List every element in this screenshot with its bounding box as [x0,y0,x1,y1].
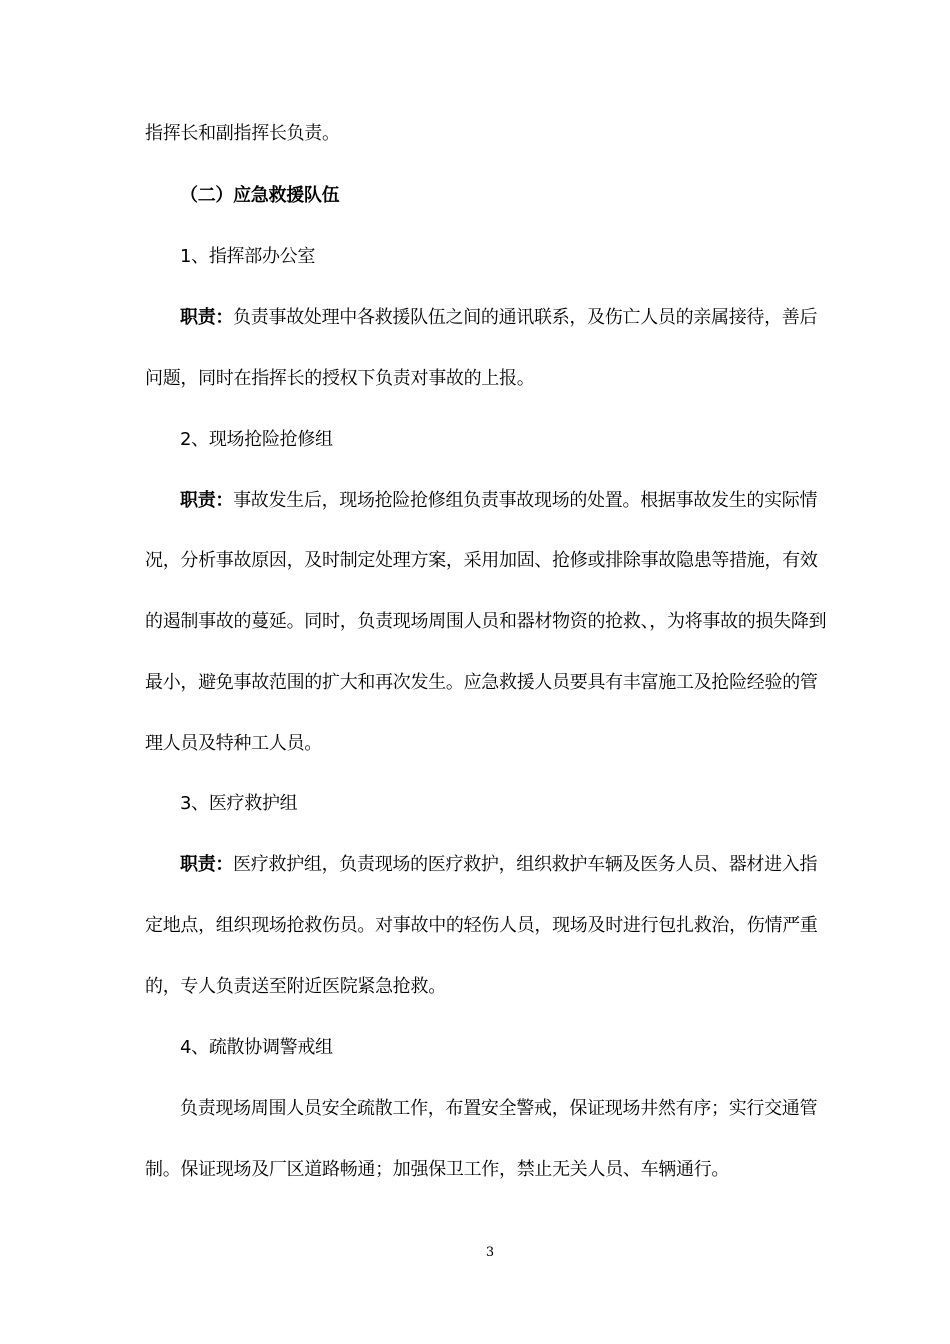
section-heading: （二）应急救援队伍 [180,185,340,206]
item2-duty-line1 [180,489,818,513]
duty-label: 职责： [180,854,234,875]
item3-duty-line2: 定地点，组织现场抢救伤员。对事故中的轻伤人员，现场及时进行包扎救治，伤情严重 [145,915,818,936]
item1-duty-line2: 问题，同时在指挥长的授权下负责对事故的上报。 [145,368,535,389]
duty-label: 职责： [180,490,234,511]
page-number: 3 [485,1245,495,1260]
item3-duty-line1 [180,853,818,877]
item4-line2: 制。保证现场及厂区道路畅通；加强保卫工作，禁止无关人员、车辆通行。 [145,1159,730,1180]
item-title-4: 4、疏散协调警戒组 [180,1037,333,1058]
duty-label: 职责： [180,307,234,328]
duty-text: 事故发生后，现场抢险抢修组负责事故现场的处置。根据事故发生的实际情 [233,490,818,511]
item4-line1: 负责现场周围人员安全疏散工作，布置安全警戒，保证现场井然有序；实行交通管 [180,1098,818,1119]
paragraph-line: 指挥长和副指挥长负责。 [145,123,340,144]
duty-text: 医疗救护组，负责现场的医疗救护，组织救护车辆及医务人员、器材进入指 [233,854,818,875]
duty-text: 负责事故处理中各救援队伍之间的通讯联系，及伤亡人员的亲属接待，善后 [233,307,818,328]
item2-duty-line3: 的遏制事故的蔓延。同时，负责现场周围人员和器材物资的抢救、，为将事故的损失降到 [145,611,827,632]
item-title-2: 2、现场抢险抢修组 [180,429,333,450]
item-title-1: 1、指挥部办公室 [180,246,316,267]
item3-duty-line3: 的，专人负责送至附近医院紧急抢救。 [145,976,446,997]
item1-duty-line1 [180,306,818,330]
item2-duty-line2: 况，分析事故原因，及时制定处理方案，采用加固、抢修或排除事故隐患等措施，有效 [145,550,818,571]
item-title-3: 3、医疗救护组 [180,793,298,814]
item2-duty-line4: 最小，避免事故范围的扩大和再次发生。应急救援人员要具有丰富施工及抢险经验的管 [145,672,818,693]
item2-duty-line5: 理人员及特种工人员。 [145,733,322,754]
